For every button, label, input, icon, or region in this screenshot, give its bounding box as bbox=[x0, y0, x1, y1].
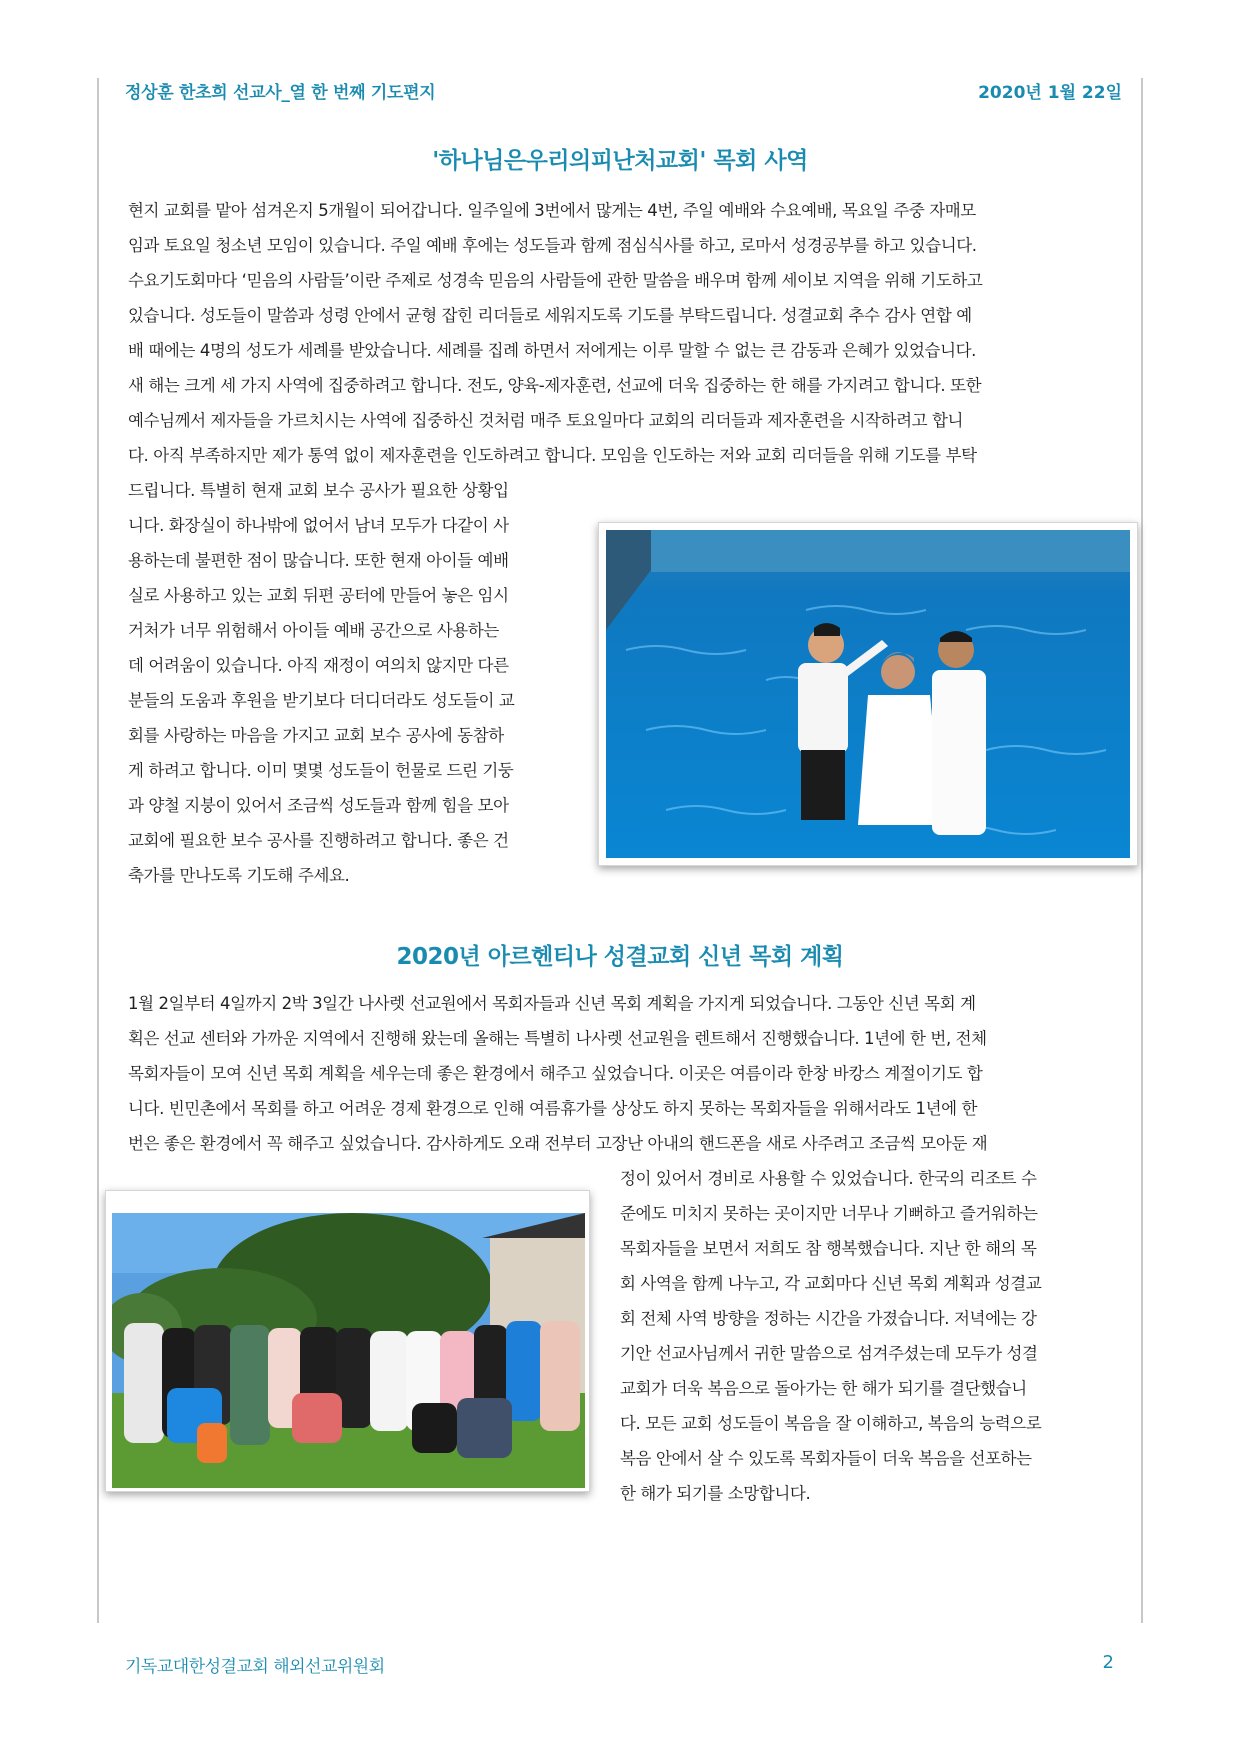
text-line: 준에도 미치지 못하는 곳이지만 너무나 기뻐하고 즐거워하는 bbox=[620, 1204, 1038, 1223]
text-line: 게 하려고 합니다. 이미 몇몇 성도들이 헌물로 드린 기둥 bbox=[128, 761, 514, 780]
baptism-photo-image bbox=[606, 530, 1130, 858]
section-2-title: 2020년 아르헨티나 성결교회 신년 목회 계획 bbox=[396, 944, 844, 970]
text-line: 예수님께서 제자들을 가르치시는 사역에 집중하신 것처럼 매주 토요일마다 교회의 리더들과 제자훈련을 시작하려고 합니 bbox=[128, 411, 964, 430]
group-photo-image bbox=[112, 1213, 585, 1488]
text-line: 다. 아직 부족하지만 제가 통역 없이 제자훈련을 인도하려고 합니다. 모임을 인도하는 저와 교회 리더들을 위해 기도를 부탁 bbox=[128, 446, 977, 465]
group-photo bbox=[105, 1190, 590, 1492]
page-number: 2 bbox=[1102, 1652, 1114, 1673]
text-line: 용하는데 불편한 점이 많습니다. 또한 현재 아이들 예배 bbox=[128, 551, 509, 570]
text-line: 획은 선교 센터와 가까운 지역에서 진행해 왔는데 올해는 특별히 나사렛 선교원을 렌트해서 진행했습니다. 1년에 한 번, 전체 bbox=[128, 1029, 987, 1048]
text-line: 실로 사용하고 있는 교회 뒤편 공터에 만들어 놓은 임시 bbox=[128, 586, 509, 605]
text-line: 드립니다. 특별히 현재 교회 보수 공사가 필요한 상황입 bbox=[128, 481, 509, 500]
text-line: 분들의 도움과 후원을 받기보다 더디더라도 성도들이 교 bbox=[128, 691, 515, 710]
text-line: 새 해는 크게 세 가지 사역에 집중하려고 합니다. 전도, 양육-제자훈련, 선교에 더욱 집중하는 한 해를 가지려고 합니다. 또한 bbox=[128, 376, 982, 395]
letter-title: 정상훈 한초희 선교사_열 한 번째 기도편지 bbox=[125, 83, 436, 103]
text-line: 기안 선교사님께서 귀한 말씀으로 섬겨주셨는데 모두가 성결 bbox=[620, 1344, 1038, 1363]
text-line: 축가를 만나도록 기도해 주세요. bbox=[128, 866, 350, 885]
text-line: 배 때에는 4명의 성도가 세례를 받았습니다. 세례를 집례 하면서 저에게는 이루 말할 수 없는 큰 감동과 은혜가 있었습니다. bbox=[128, 341, 977, 360]
text-line: 니다. 화장실이 하나밖에 없어서 남녀 모두가 다같이 사 bbox=[128, 516, 509, 535]
text-line: 임과 토요일 청소년 모임이 있습니다. 주일 예배 후에는 성도들과 함께 점심식사를 하고, 로마서 성경공부를 하고 있습니다. bbox=[128, 236, 977, 255]
text-line: 회 사역을 함께 나누고, 각 교회마다 신년 목회 계획과 성결교 bbox=[620, 1274, 1042, 1293]
baptism-photo bbox=[598, 522, 1138, 866]
text-line: 한 해가 되기를 소망합니다. bbox=[620, 1484, 811, 1503]
text-line: 니다. 빈민촌에서 목회를 하고 어려운 경제 환경으로 인해 여름휴가를 상상도 하지 못하는 목회자들을 위해서라도 1년에 한 bbox=[128, 1099, 978, 1118]
section-2-paragraph-wrap bbox=[620, 1161, 1041, 1511]
text-line: 데 어려움이 있습니다. 아직 재정이 여의치 않지만 다른 bbox=[128, 656, 509, 675]
text-line: 다. 모든 교회 성도들이 복음을 잘 이해하고, 복음의 능력으로 bbox=[620, 1414, 1042, 1433]
text-line: 수요기도회마다 ‘믿음의 사람들’이란 주제로 성경속 믿음의 사람들에 관한 말씀을 배우며 함께 세이보 지역을 위해 기도하고 bbox=[128, 271, 983, 290]
section-1-paragraph-wrap bbox=[128, 508, 514, 893]
section-1-paragraph-full bbox=[128, 193, 982, 508]
text-line: 있습니다. 성도들이 말씀과 성령 안에서 균형 잡힌 리더들로 세워지도록 기도를 부탁드립니다. 성결교회 추수 감사 연합 예 bbox=[128, 306, 972, 325]
right-margin-rule bbox=[1141, 78, 1143, 1623]
text-line: 목회자들을 보면서 저희도 참 행복했습니다. 지난 한 해의 목 bbox=[620, 1239, 1037, 1258]
text-line: 복음 안에서 살 수 있도록 목회자들이 더욱 복음을 선포하는 bbox=[620, 1449, 1032, 1468]
text-line: 과 양철 지붕이 있어서 조금씩 성도들과 함께 힘을 모아 bbox=[128, 796, 509, 815]
text-line: 회를 사랑하는 마음을 가지고 교회 보수 공사에 동참하 bbox=[128, 726, 504, 745]
text-line: 거처가 너무 위험해서 아이들 예배 공간으로 사용하는 bbox=[128, 621, 499, 640]
text-line: 번은 좋은 환경에서 꼭 해주고 싶었습니다. 감사하게도 오래 전부터 고장난 아내의 핸드폰을 새로 사주려고 조금씩 모아둔 재 bbox=[128, 1134, 988, 1153]
text-line: 교회에 필요한 보수 공사를 진행하려고 합니다. 좋은 건 bbox=[128, 831, 509, 850]
text-line: 정이 있어서 경비로 사용할 수 있었습니다. 한국의 리조트 수 bbox=[620, 1169, 1037, 1188]
text-line: 목회자들이 모여 신년 목회 계획을 세우는데 좋은 환경에서 해주고 싶었습니다. 이곳은 여름이라 한창 바캉스 계절이기도 합 bbox=[128, 1064, 983, 1083]
left-margin-rule bbox=[97, 78, 99, 1623]
section-2-paragraph-full bbox=[128, 986, 987, 1161]
text-line: 1월 2일부터 4일까지 2박 3일간 나사렛 선교원에서 목회자들과 신년 목회 계획을 가지게 되었습니다. 그동안 신년 목회 계 bbox=[128, 994, 976, 1013]
footer-organization: 기독교대한성결교회 해외선교위원회 bbox=[125, 1657, 385, 1677]
text-line: 회 전체 사역 방향을 정하는 시간을 가졌습니다. 저녁에는 강 bbox=[620, 1309, 1037, 1328]
text-line: 교회가 더욱 복음으로 돌아가는 한 해가 되기를 결단했습니 bbox=[620, 1379, 1027, 1398]
section-1-title: '하나님은우리의피난처교회' 목회 사역 bbox=[432, 148, 808, 174]
letter-date: 2020년 1월 22일 bbox=[978, 83, 1122, 103]
text-line: 현지 교회를 맡아 섬겨온지 5개월이 되어갑니다. 일주일에 3번에서 많게는 4번, 주일 예배와 수요예배, 목요일 주중 자매모 bbox=[128, 201, 976, 220]
